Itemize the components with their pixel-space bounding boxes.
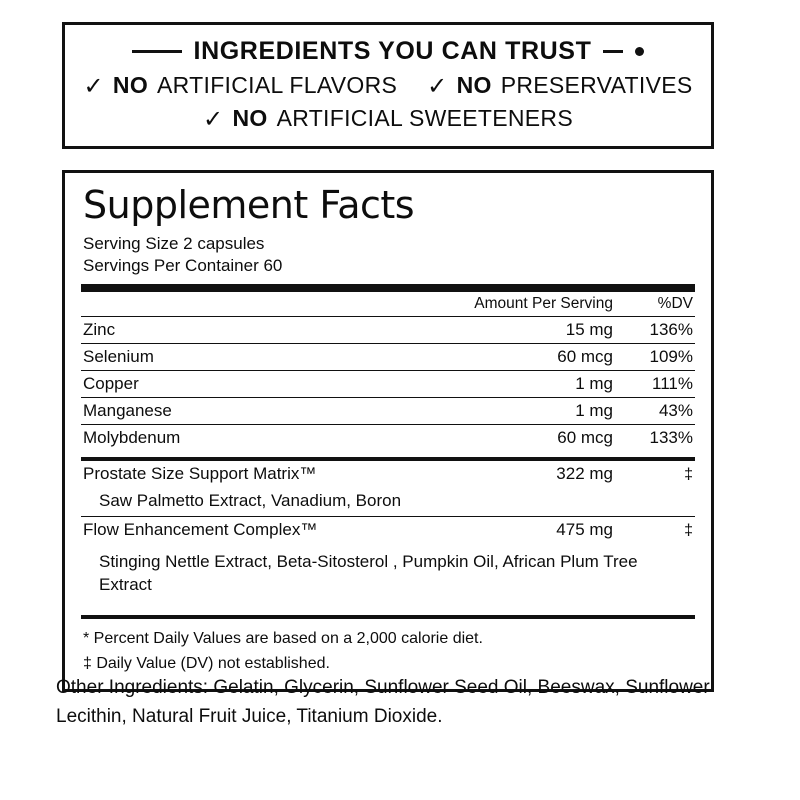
servings-per-container: Servings Per Container 60 bbox=[83, 255, 283, 275]
nutrient-dv: 109% bbox=[631, 344, 695, 371]
check-icon: ✓ bbox=[203, 105, 224, 133]
nutrient-name: Manganese bbox=[81, 398, 294, 425]
footnote-dv-not-established: ‡ Daily Value (DV) not established. bbox=[83, 655, 330, 673]
other-ingredients: Other Ingredients: Gelatin, Glycerin, Sunflower Seed Oil, Beeswax, Sunflower Lecithin, Natural Fruit Juice, Titanium Dioxide. bbox=[56, 677, 710, 727]
blend-ingredients-row bbox=[81, 487, 695, 516]
table-row bbox=[81, 371, 695, 398]
nutrient-dv: 133% bbox=[649, 428, 693, 448]
check-icon: ✓ bbox=[427, 72, 448, 100]
trust-claim-prefix: NO bbox=[456, 72, 492, 98]
blend-dv: ‡ bbox=[684, 466, 693, 484]
trust-banner-title: INGREDIENTS YOU CAN TRUST bbox=[193, 37, 592, 65]
trust-claim-text: PRESERVATIVES bbox=[500, 72, 693, 98]
blend-row bbox=[81, 517, 695, 544]
header-amount-per-serving: Amount Per Serving bbox=[294, 292, 631, 317]
blend-ingredients: Saw Palmetto Extract, Vanadium, Boron bbox=[81, 487, 695, 516]
proprietary-blends-table bbox=[81, 461, 695, 605]
table-row bbox=[81, 344, 695, 371]
nutrient-name: Copper bbox=[81, 371, 294, 398]
table-row bbox=[81, 425, 695, 452]
nutrient-dv: 43% bbox=[631, 398, 695, 425]
ingredients-trust-banner bbox=[62, 22, 714, 149]
nutrient-amount: 1 mg bbox=[294, 398, 631, 425]
trust-claim bbox=[203, 105, 573, 132]
decorative-rule-right bbox=[603, 50, 623, 53]
trust-claims-row-2 bbox=[65, 105, 711, 132]
nutrient-name: Zinc bbox=[81, 317, 294, 344]
decorative-rule-left bbox=[132, 50, 182, 53]
decorative-dot-icon bbox=[635, 47, 644, 56]
table-row bbox=[81, 317, 695, 344]
trust-claim bbox=[427, 72, 692, 99]
serving-size: Serving Size 2 capsules bbox=[83, 233, 265, 253]
header-blank bbox=[81, 292, 294, 317]
nutrient-name: Molybdenum bbox=[83, 428, 181, 448]
blend-ingredients: Stinging Nettle Extract, Beta-Sitosterol , Pumpkin Oil, African Plum Tree Extract bbox=[99, 552, 638, 595]
blend-dv: ‡ bbox=[684, 522, 693, 540]
blend-ingredients-row bbox=[81, 543, 695, 605]
table-header-row bbox=[81, 292, 695, 317]
header-percent-dv: %DV bbox=[631, 292, 695, 317]
nutrient-name: Selenium bbox=[81, 344, 294, 371]
check-icon: ✓ bbox=[83, 72, 104, 100]
blend-name: Flow Enhancement Complex™ bbox=[83, 520, 318, 540]
nutrient-amount: 1 mg bbox=[294, 371, 631, 398]
trust-claims-row-1 bbox=[65, 72, 711, 99]
supplement-facts-title: Supplement Facts bbox=[83, 183, 415, 227]
blend-amount: 475 mg bbox=[556, 520, 613, 540]
nutrient-amount: 60 mcg bbox=[557, 428, 613, 448]
divider-thick-top bbox=[81, 284, 695, 292]
blend-name: Prostate Size Support Matrix™ bbox=[83, 464, 317, 484]
table-row bbox=[81, 398, 695, 425]
blend-row bbox=[81, 461, 695, 487]
supplement-facts-panel bbox=[62, 170, 714, 692]
trust-banner-title-row bbox=[65, 37, 711, 66]
trust-claim-prefix: NO bbox=[112, 72, 149, 98]
footnote-daily-value-basis: * Percent Daily Values are based on a 2,000 calorie diet. bbox=[83, 630, 483, 648]
blend-amount: 322 mg bbox=[556, 464, 613, 484]
nutrient-amount: 15 mg bbox=[294, 317, 631, 344]
trust-claim-prefix: NO bbox=[232, 105, 268, 131]
trust-claim bbox=[84, 72, 398, 99]
nutrient-dv: 111% bbox=[631, 371, 695, 398]
nutrient-amount: 60 mcg bbox=[294, 344, 631, 371]
divider-medium-2 bbox=[81, 615, 695, 619]
trust-claim-text: ARTIFICIAL SWEETENERS bbox=[276, 105, 573, 131]
supplement-facts-table bbox=[81, 292, 695, 451]
trust-claim-text: ARTIFICIAL FLAVORS bbox=[157, 72, 398, 98]
nutrient-dv: 136% bbox=[631, 317, 695, 344]
